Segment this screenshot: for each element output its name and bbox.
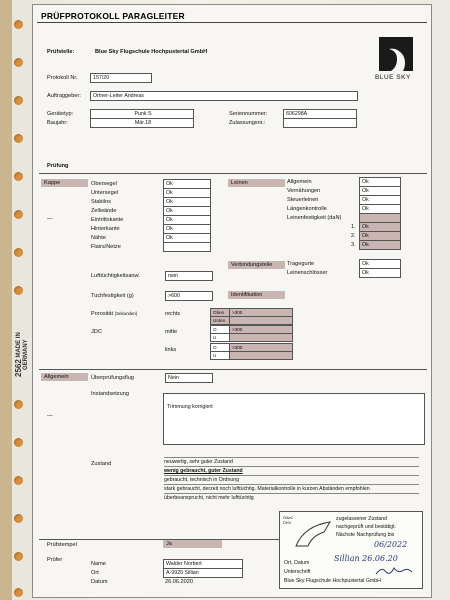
leinen-item-label: Allgemein [287,179,312,185]
kappe-item-label: Untersegel [91,190,119,196]
punch-hole [14,96,23,105]
punch-hole [14,58,23,67]
ueberpruefungsflug-field[interactable]: Nein [165,373,213,383]
seriennummer-field[interactable]: 606298A [283,109,357,119]
ort-label: Ort [91,570,99,576]
blue-sky-logo [373,29,421,85]
kappe-item-label: Obersegel [91,181,117,187]
porositaet-label [91,311,137,317]
signature-icon [374,564,414,578]
stamp-emblem-icon [294,518,334,548]
title-rule [37,22,427,23]
pruefstelle-value: Blue Sky Flugschule Hochpustertal GmbH [95,49,208,55]
zustand-label: Zustand [91,461,112,467]
punch-hole [14,514,23,523]
stamp-line1: zugelassener Zustand [336,516,388,522]
festigkeit-row-num: 3. [351,242,356,248]
name-label: Name [91,561,106,567]
punch-hole [14,210,23,219]
side-code: 2562 [14,359,23,378]
festigkeit-row-num: 1. [351,224,356,230]
kappe-item-label: Flairs/Netze [91,244,121,250]
punch-hole [14,438,23,447]
mitte-u-label: U [210,333,230,342]
kappe-dash: — [47,216,53,222]
mitte-label: mitte [165,329,178,335]
tuchfestigkeit-label: Tuchfestigkeit (g) [91,293,134,299]
zulassung-field[interactable] [283,118,357,128]
side-imprint [14,320,28,390]
rechts-label: rechts [165,311,181,317]
baujahr-label: Baujahr: [47,120,68,126]
allgemein-label: Allgemein [41,373,88,381]
zustand-option[interactable]: neuwertig, sehr guter Zustand [164,457,419,465]
ort-datum-label: Ort, Datum [284,560,310,566]
punch-hole [14,552,23,561]
verbindung-item-label: Leinenschlösser [287,270,328,276]
zustand-option[interactable]: überbeansprucht, nicht mehr lufttüchtig [164,493,419,501]
verbindung-item-field[interactable]: Ok [359,268,401,278]
festigkeit-row-num: 2. [351,233,356,239]
protokoll-field[interactable]: 157/20 [90,73,152,83]
zustand-option[interactable]: stark gebraucht, derzeit noch lufttüchtig. Materialkontrolle in kurzen Abständen empfohlen [164,484,419,492]
pruefung-heading: Prüfung [47,163,69,169]
rechts-unten-label: Unten [210,316,230,325]
stamp-org: ÖAeC DHV [283,516,294,525]
form-title: PRÜFPROTOKOLL PARAGLEITER [41,11,185,21]
rechts-oben-label: Oben [210,308,230,317]
kappe-item-field[interactable] [163,242,211,252]
protokoll-label: Protokoll Nr. [47,75,78,81]
leinen-item-label: Längenkontrolle [287,206,327,212]
datum-value: 26.06.2020 [165,579,193,585]
approval-stamp [279,511,423,589]
section-rule [39,173,427,174]
festigkeit-row-field[interactable]: Ok [359,231,401,241]
porositaet-unit: (Sekunden) [114,311,138,316]
identifikation-label: Identifikation [228,291,285,299]
kappe-item-field[interactable]: Ok [163,188,211,198]
geraetetyp-field[interactable]: Punk S [90,109,194,119]
datum-label: Datum [91,579,108,585]
leinenfestigkeit-label: Leinenfestigkeit (daN) [287,215,342,221]
verbindung-item-label: Tragegurte [287,261,315,267]
seriennummer-label: Seriennummer: [229,111,268,117]
stamp-line2: nachgeprüft und bestätigt. [336,524,396,530]
section-rule [39,369,427,370]
leinen-item-label: Steuerleinen [287,197,319,203]
kappe-item-label: Zellwände [91,208,117,214]
kappe-item-field[interactable]: Ok [163,224,211,234]
tuchfestigkeit-field[interactable]: >600 [165,291,213,301]
ort-field[interactable]: A-9920 Sillian [163,568,243,578]
punch-hole [14,248,23,257]
kappe-item-label: Nähte [91,235,106,241]
links-u-value[interactable] [229,351,293,360]
kappe-item-label: Stabilos [91,199,111,205]
leinen-item-label: Vernähungen [287,188,321,194]
punch-hole [14,172,23,181]
kappe-item-field[interactable]: Ok [163,206,211,216]
protocol-sheet [32,4,432,598]
stamp-line3: Nächste Nachprüfung bis [336,532,395,538]
kappe-label: Kappe [41,179,88,187]
baujahr-field[interactable]: Mär.18 [90,118,194,128]
zustand-option[interactable]: wenig gebraucht, guter Zustand [164,466,419,474]
mitte-o-value[interactable]: >300 [229,325,293,334]
punch-hole [14,400,23,409]
links-label: links [165,347,177,353]
instandsetzung-label: Instandsetzung [91,391,129,397]
kappe-item-field[interactable]: Ok [163,197,211,207]
rechts-unten-value[interactable] [229,316,293,325]
links-u-label: U [210,351,230,360]
ueberpruefungsflug-label: Überprüfungsflug [91,375,134,381]
stamp-company: Blue Sky Flugschule Hochpustertal GmbH [284,578,381,584]
punch-hole [14,588,23,597]
leinen-label: Leinen [228,179,285,187]
auftraggeber-label: Auftraggeber: [47,93,81,99]
instandsetzung-text: Trimmung korrigiert [167,404,213,410]
rechts-oben-value[interactable]: >300 [229,308,293,317]
instandsetzung-dash: — [47,413,53,419]
lufttuechtig-field[interactable]: nein [165,271,213,281]
side-made-in: MADE IN GERMANY [16,332,29,371]
geraetetyp-label: Gerätetyp: [47,111,74,117]
kappe-item-label: Eintrittskante [91,217,124,223]
verbindung-item-field[interactable]: Ok [359,259,401,269]
kappe-item-label: Hinterkante [91,226,120,232]
kappe-item-field[interactable]: Ok [163,233,211,243]
verbindung-label: Verbindungsteile [228,261,285,269]
festigkeit-row-field[interactable]: Ok [359,222,401,232]
unterschrift-label: Unterschrift [284,569,311,575]
punch-hole [14,20,23,29]
kappe-item-field[interactable]: Ok [163,215,211,225]
punch-hole [14,286,23,295]
links-o-label: O [210,343,230,352]
pruefstelle-label: Prüfstelle: [47,49,75,55]
leinen-item-field[interactable]: Ok [359,177,401,187]
next-check-date: 06/2022 [374,540,408,549]
kappe-item-field[interactable]: Ok [163,179,211,189]
instandsetzung-field[interactable] [163,393,425,445]
porositaet-text: Porosität [91,311,114,317]
section-rule [39,539,279,540]
punch-hole [14,134,23,143]
festigkeit-row-field[interactable]: Ok [359,240,401,250]
auftraggeber-field[interactable]: Ortner-Leiter Andreas [90,91,358,101]
pruefer-label: Prüfer [47,557,63,563]
ort-datum-handwritten: Sillian 26.06.20 [334,554,398,563]
logo-text: BLUE SKY [375,74,411,81]
leinen-item-field[interactable]: Ok [359,186,401,196]
mitte-u-value[interactable] [229,333,293,342]
mitte-o-label: O [210,325,230,334]
links-o-value[interactable]: >300 [229,343,293,352]
lufttuechtig-label: Lufttüchtigkeitsanw. [91,273,140,279]
jdc-label: JDC [91,329,102,335]
pruefstempel-field[interactable]: Ja [163,540,222,548]
zustand-option[interactable]: gebraucht, technisch in Ordnung [164,475,419,483]
name-field[interactable]: Walder Norbert [163,559,243,569]
leinen-item-field[interactable]: Ok [359,204,401,214]
zulassung-label: Zulassungsnr.: [229,120,266,126]
punch-hole [14,476,23,485]
leinen-item-field[interactable]: Ok [359,195,401,205]
pruefstempel-label: Prüfstempel [47,542,77,548]
